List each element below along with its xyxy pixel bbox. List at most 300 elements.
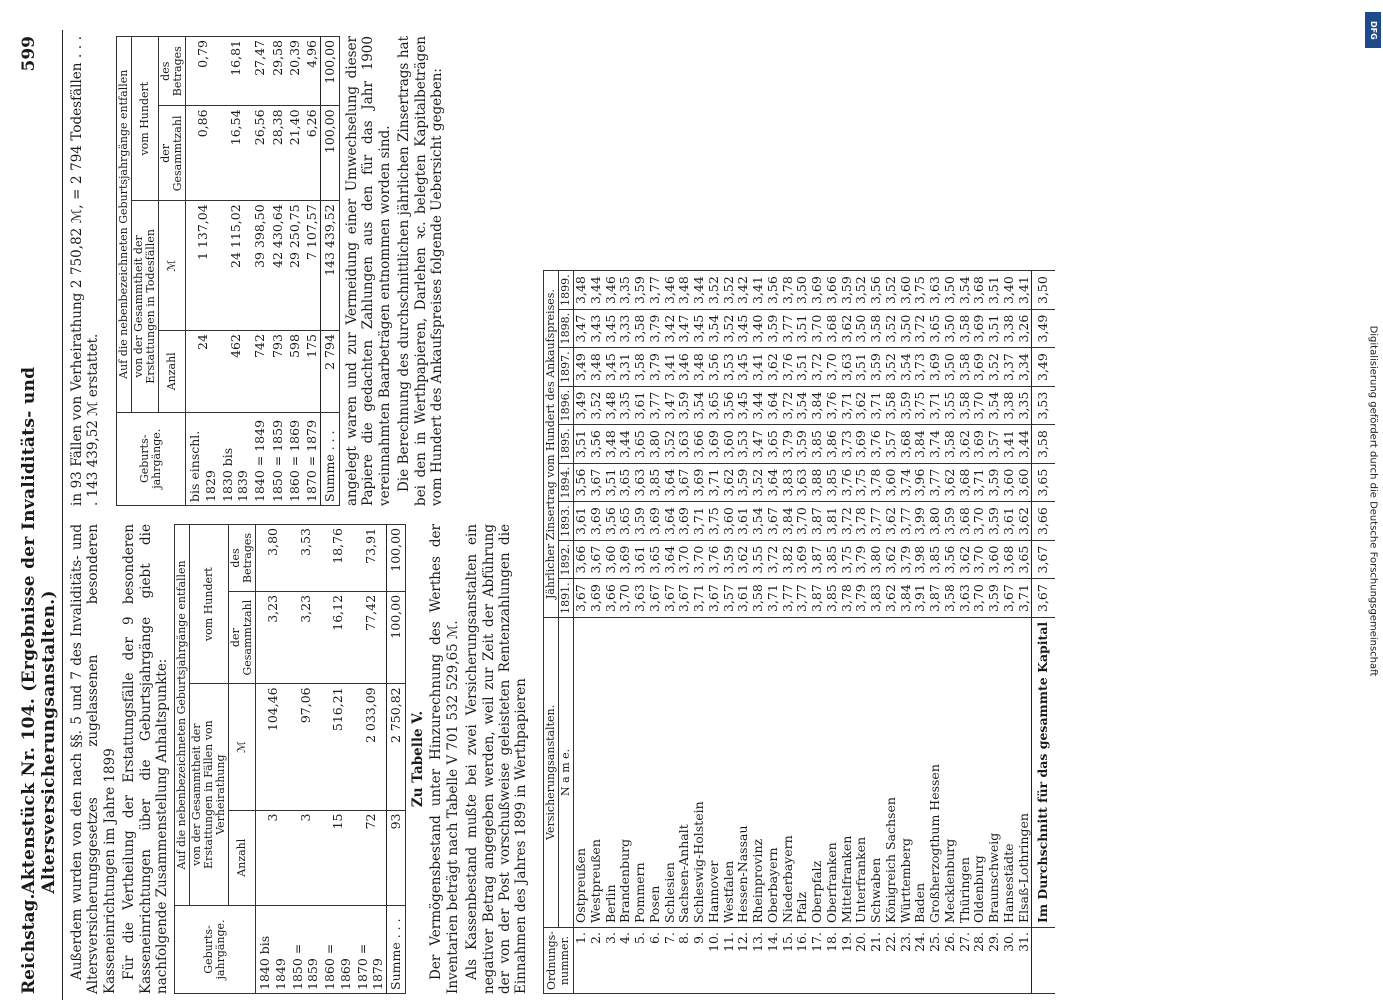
rate-cell: 3,62 <box>736 540 751 579</box>
rate-cell: 3,62 <box>1017 502 1032 541</box>
table-row <box>663 271 678 994</box>
amount-cell: 97,06 <box>289 684 322 810</box>
rate-cell: 3,60 <box>987 540 1002 579</box>
rate-cell: 3,53 <box>736 425 751 464</box>
year-header: 1899. <box>559 271 574 310</box>
institution-name: Brandenburg <box>618 617 633 927</box>
amount-cell: 7 107,57 <box>303 201 321 331</box>
average-rate-cell: 3,49 <box>1032 348 1055 387</box>
rate-cell: 3,75 <box>707 502 722 541</box>
row-number: 10. <box>707 928 722 994</box>
rate-cell: 3,77 <box>648 271 663 310</box>
rate-cell: 3,71 <box>928 386 943 425</box>
assets-paragraph: Der Vermögensbestand unter Hinzurechnung des Werthes der Inventarien beträgt nach Tabelle V 701 532 529,65 ℳ. <box>428 524 461 994</box>
rate-cell: 3,62 <box>958 425 973 464</box>
rate-cell: 3,38 <box>1002 309 1017 348</box>
col-birth-years: Geburts-jahrgänge. <box>116 412 185 505</box>
rate-cell: 3,52 <box>987 348 1002 387</box>
row-number: 30. <box>1002 928 1017 994</box>
pct-count-cell: 21,40 <box>286 106 303 201</box>
rate-cell: 3,65 <box>618 463 633 502</box>
institution-name: Mittelfranken <box>840 617 855 927</box>
rate-cell: 3,35 <box>618 271 633 310</box>
rate-cell: 3,72 <box>913 309 928 348</box>
rate-cell: 3,68 <box>899 425 914 464</box>
rate-cell: 3,56 <box>589 425 604 464</box>
count-cell: 3 <box>256 810 289 905</box>
rate-cell: 3,59 <box>869 348 884 387</box>
rate-cell: 3,84 <box>913 425 928 464</box>
rate-cell: 3,52 <box>589 386 604 425</box>
pct-amount-cell: 18,76 <box>321 525 354 592</box>
rate-cell: 3,69 <box>928 348 943 387</box>
section-heading: Zu Tabelle V. <box>409 710 426 808</box>
table-row <box>869 271 884 994</box>
rate-cell: 3,59 <box>899 386 914 425</box>
rate-cell: 3,71 <box>972 463 987 502</box>
left-column <box>69 524 533 994</box>
rate-cell: 3,45 <box>692 309 707 348</box>
pct-count-cell: 77,42 <box>354 591 387 683</box>
rate-cell: 3,76 <box>825 386 840 425</box>
rate-cell: 3,65 <box>928 309 943 348</box>
col-count: Anzahl <box>159 331 186 413</box>
rate-cell: 3,82 <box>781 540 796 579</box>
amount-cell: 42 430,64 <box>269 201 286 331</box>
rate-cell: 3,58 <box>869 309 884 348</box>
pct-amount-cell: 3,80 <box>256 525 289 592</box>
rate-cell: 3,84 <box>899 579 914 618</box>
rate-cell: 3,75 <box>913 386 928 425</box>
row-number: 2. <box>589 928 604 994</box>
rate-cell: 3,78 <box>869 463 884 502</box>
col-pct-amount: des Betrages <box>159 37 186 106</box>
row-number: 16. <box>795 928 810 994</box>
institution-name: Oberpfalz <box>810 617 825 927</box>
rate-cell: 3,67 <box>766 502 781 541</box>
rate-cell: 3,96 <box>913 463 928 502</box>
rate-cell: 3,86 <box>825 425 840 464</box>
table-row <box>751 271 766 994</box>
col-count: Anzahl <box>229 810 256 905</box>
rate-cell: 3,63 <box>633 579 648 618</box>
average-rate-cell: 3,65 <box>1032 463 1055 502</box>
rate-cell: 3,54 <box>958 271 973 310</box>
pct-count-cell: 3,23 <box>289 591 322 683</box>
rate-cell: 3,56 <box>869 271 884 310</box>
rate-cell: 3,84 <box>810 386 825 425</box>
rate-cell: 3,54 <box>751 502 766 541</box>
table-row <box>928 271 943 994</box>
table-row <box>618 271 633 994</box>
table-row <box>854 271 869 994</box>
table-row <box>354 525 387 994</box>
average-rate-cell: 3,53 <box>1032 386 1055 425</box>
amount-cell: 2 033,09 <box>354 684 387 810</box>
rate-cell: 3,63 <box>958 579 973 618</box>
rate-cell: 3,52 <box>884 271 899 310</box>
rate-cell: 3,63 <box>928 271 943 310</box>
rate-cell: 3,48 <box>604 425 619 464</box>
table-row <box>766 271 781 994</box>
institution-name: Westpreußen <box>589 617 604 927</box>
rate-cell: 3,81 <box>825 502 840 541</box>
rate-cell: 3,31 <box>618 348 633 387</box>
table-row <box>256 525 289 994</box>
row-number: 14. <box>766 928 781 994</box>
institution-name: Schlesien <box>663 617 678 927</box>
col-hundred: vom Hundert <box>132 37 159 201</box>
table-row <box>943 271 958 994</box>
rate-cell: 3,67 <box>574 579 589 618</box>
rate-cell: 3,44 <box>1017 425 1032 464</box>
institution-name: Oberfranken <box>825 617 840 927</box>
row-number: 3. <box>604 928 619 994</box>
row-number: 19. <box>840 928 855 994</box>
col-group: Versicherungsanstalten. <box>543 617 558 927</box>
rate-cell: 3,70 <box>972 386 987 425</box>
rate-cell: 3,76 <box>840 463 855 502</box>
rate-cell: 3,52 <box>884 348 899 387</box>
rate-cell: 3,40 <box>751 309 766 348</box>
rate-cell: 3,79 <box>854 540 869 579</box>
rate-cell: 3,47 <box>574 309 589 348</box>
institution-name: Hessen-Nassau <box>736 617 751 927</box>
interest-table <box>543 270 1055 994</box>
rate-cell: 3,80 <box>869 540 884 579</box>
rate-cell: 3,48 <box>692 348 707 387</box>
rate-cell: 3,70 <box>677 540 692 579</box>
rate-cell: 3,69 <box>707 425 722 464</box>
rate-cell: 3,71 <box>692 502 707 541</box>
row-number: 8. <box>677 928 692 994</box>
header-left: Reichstag. <box>19 893 39 994</box>
average-rate-cell: 3,50 <box>1032 271 1055 310</box>
row-number: 6. <box>648 928 663 994</box>
rate-cell: 3,59 <box>840 271 855 310</box>
rate-cell: 3,59 <box>943 502 958 541</box>
institution-name: Oldenburg <box>972 617 987 927</box>
row-number: 28. <box>972 928 987 994</box>
table-row <box>987 271 1002 994</box>
rate-cell: 3,45 <box>736 386 751 425</box>
rate-cell: 3,65 <box>618 502 633 541</box>
rate-cell: 3,69 <box>972 309 987 348</box>
rate-cell: 3,59 <box>633 502 648 541</box>
rate-cell: 3,72 <box>781 386 796 425</box>
group-years: Jährlicher Zinsertrag vom Hundert des Ankaufspreises. <box>543 271 558 618</box>
page-number: 599 <box>19 36 39 72</box>
rate-cell: 3,56 <box>722 386 737 425</box>
table-row <box>219 37 252 506</box>
rate-cell: 3,56 <box>707 348 722 387</box>
rate-cell: 3,72 <box>766 540 781 579</box>
average-rate-cell: 3,67 <box>1032 579 1055 618</box>
pct-amount-cell: 4,96 <box>303 37 321 106</box>
institution-name: Pfalz <box>795 617 810 927</box>
rate-cell: 3,78 <box>781 271 796 310</box>
rate-cell: 3,99 <box>913 502 928 541</box>
col-total: von der Gesammtheit der Erstattungen in Todesfällen <box>132 201 159 412</box>
rate-cell: 3,71 <box>766 579 781 618</box>
rate-cell: 3,58 <box>633 348 648 387</box>
rate-cell: 3,69 <box>589 502 604 541</box>
rate-cell: 3,72 <box>810 348 825 387</box>
count-cell: 793 <box>269 331 286 413</box>
institution-name: Oberbayern <box>766 617 781 927</box>
reimbursement-paragraph: in 93 Fällen von Verheirathung 2 750,82 ℳ, = 2 794 Todesfällen . . . . 143 439,52 ℳ erstattet. <box>69 36 102 506</box>
rate-cell: 3,48 <box>677 271 692 310</box>
rate-cell: 3,50 <box>943 271 958 310</box>
institution-name: Elsaß-Lothringen <box>1017 617 1032 927</box>
row-number: 12. <box>736 928 751 994</box>
average-rate-cell: 3,49 <box>1032 309 1055 348</box>
dfg-credit <box>1364 8 1382 993</box>
row-number: 15. <box>781 928 796 994</box>
rate-cell: 3,85 <box>825 579 840 618</box>
rate-cell: 3,65 <box>707 386 722 425</box>
rate-cell: 3,87 <box>810 502 825 541</box>
rate-cell: 3,74 <box>928 425 943 464</box>
row-number: 24. <box>913 928 928 994</box>
rate-cell: 3,58 <box>958 309 973 348</box>
row-number: 4. <box>618 928 633 994</box>
rate-cell: 3,67 <box>677 579 692 618</box>
rate-cell: 3,62 <box>766 348 781 387</box>
rate-cell: 3,51 <box>604 463 619 502</box>
col-hundred: vom Hundert <box>189 525 228 684</box>
rate-cell: 3,44 <box>589 271 604 310</box>
rate-cell: 3,58 <box>958 348 973 387</box>
rate-cell: 3,67 <box>663 579 678 618</box>
year-header: 1897. <box>559 348 574 387</box>
rate-cell: 3,70 <box>972 579 987 618</box>
count-cell: 462 <box>219 331 252 413</box>
table-row <box>825 271 840 994</box>
rate-cell: 3,65 <box>1017 540 1032 579</box>
rate-cell: 3,60 <box>899 271 914 310</box>
rate-cell: 3,64 <box>663 502 678 541</box>
rate-cell: 3,85 <box>928 540 943 579</box>
rate-cell: 3,59 <box>633 271 648 310</box>
birth-years-cell: 1840 bis 1849 <box>256 905 289 993</box>
rate-cell: 3,44 <box>692 271 707 310</box>
rate-cell: 3,38 <box>1002 386 1017 425</box>
col-pct-count: der Gesammtzahl <box>229 591 256 683</box>
rate-cell: 3,45 <box>736 348 751 387</box>
rate-cell: 3,46 <box>604 271 619 310</box>
rate-cell: 3,77 <box>648 386 663 425</box>
rate-cell: 3,41 <box>751 271 766 310</box>
table-row <box>722 271 737 994</box>
rate-cell: 3,64 <box>766 463 781 502</box>
table-row <box>321 525 354 994</box>
rate-cell: 3,69 <box>692 463 707 502</box>
rate-cell: 3,77 <box>928 463 943 502</box>
pct-count-cell: 16,54 <box>219 106 252 201</box>
rate-cell: 3,67 <box>589 463 604 502</box>
distribution-paragraph: Für die Vertheilung der Erstattungsfälle der 9 besonderen Kasseneinrichtungen über die Geburtsjahrgänge giebt die nachfolgende Zusammenstellung Anhaltspunkte: <box>121 524 171 994</box>
pct-count-cell: 28,38 <box>269 106 286 201</box>
rate-cell: 3,67 <box>648 579 663 618</box>
table-row <box>692 271 707 994</box>
col-amount: ℳ <box>229 684 256 810</box>
rate-cell: 3,65 <box>633 425 648 464</box>
rate-cell: 3,55 <box>943 386 958 425</box>
rate-cell: 3,76 <box>707 540 722 579</box>
row-number: 11. <box>722 928 737 994</box>
rate-cell: 3,71 <box>1017 579 1032 618</box>
pct-count-cell: 16,12 <box>321 591 354 683</box>
rate-cell: 3,60 <box>722 502 737 541</box>
sum-row: Summe . . . 93 2 750,82 100,00 100,00 <box>387 525 405 994</box>
rate-cell: 3,80 <box>928 502 943 541</box>
rate-cell: 3,70 <box>972 540 987 579</box>
rate-cell: 3,69 <box>972 348 987 387</box>
row-number: 26. <box>943 928 958 994</box>
rate-cell: 3,74 <box>899 463 914 502</box>
rate-cell: 3,60 <box>722 425 737 464</box>
table-row <box>289 525 322 994</box>
rate-cell: 3,68 <box>972 271 987 310</box>
rate-cell: 3,61 <box>633 540 648 579</box>
year-header: 1896. <box>559 386 574 425</box>
pct-amount-cell: 3,53 <box>289 525 322 592</box>
intro-paragraph: Außerdem wurden von den nach §§. 5 und 7 des Invaliditäts- und Altersversicherungsgesetzes zugelassenen besonderen Kasseneinrichtungen im Jahre 1899 <box>69 524 118 994</box>
institution-name: Hansestädte <box>1002 617 1017 927</box>
cash-paragraph: Als Kassenbestand mußte bei zwei Versicherungsanstalten ein negativer Betrag angegeben werden, weil zur Zeit der Abführung der von der Post vorschußweise geleisteten Rentenzahlungen die Einnahmen des Jahres 1899 in Werthpapieren <box>464 524 530 994</box>
rate-cell: 3,83 <box>869 579 884 618</box>
year-header: 1894. <box>559 463 574 502</box>
institution-name: Pommern <box>633 617 648 927</box>
rate-cell: 3,60 <box>604 540 619 579</box>
rate-cell: 3,59 <box>795 425 810 464</box>
interest-paragraph: Die Berechnung des durchschnittlichen jährlichen Zinsertrags hat bei den in Werthpapieren, Darlehen ꝛc. belegten Kapitalbeträgen vom Hundert des Ankaufspreises folgende Uebersicht gegeben: <box>396 36 445 506</box>
row-number: 29. <box>987 928 1002 994</box>
sum-row: Summe . . . 2 794 143 439,52 100,00 100,00 <box>321 37 339 506</box>
rate-cell: 3,88 <box>810 463 825 502</box>
rate-cell: 3,56 <box>766 271 781 310</box>
institution-name: Ostpreußen <box>574 617 589 927</box>
rate-cell: 3,65 <box>766 425 781 464</box>
rate-cell: 3,55 <box>751 540 766 579</box>
rate-cell: 3,62 <box>884 502 899 541</box>
rate-cell: 3,70 <box>618 579 633 618</box>
rate-cell: 3,70 <box>795 502 810 541</box>
rate-cell: 3,87 <box>928 579 943 618</box>
institution-name: Württemberg <box>899 617 914 927</box>
rate-cell: 3,73 <box>913 348 928 387</box>
birth-years-cell: 1830 bis 1839 <box>219 412 252 505</box>
rate-cell: 3,49 <box>574 386 589 425</box>
rate-cell: 3,87 <box>810 540 825 579</box>
rate-cell: 3,44 <box>751 386 766 425</box>
rate-cell: 3,91 <box>913 579 928 618</box>
institution-name: Schwaben <box>869 617 884 927</box>
count-cell: 598 <box>286 331 303 413</box>
rate-cell: 3,45 <box>604 309 619 348</box>
rate-cell: 3,70 <box>692 540 707 579</box>
average-rate-cell: 3,67 <box>1032 540 1055 579</box>
continuation-paragraph: angelegt waren und zur Vermeidung einer Umwechselung dieser Papiere die gedachten Zahlungen aus den für das Jahr 1900 vereinnahmten Baarbeträgen entnommen worden sind. <box>343 36 393 506</box>
col-number: Ordnungs-nummer. <box>543 928 573 994</box>
institution-name: Unterfranken <box>854 617 869 927</box>
rate-cell: 3,80 <box>648 425 663 464</box>
table-row <box>574 271 589 994</box>
amount-cell: 516,21 <box>321 684 354 810</box>
rate-cell: 3,98 <box>913 540 928 579</box>
rate-cell: 3,75 <box>840 540 855 579</box>
rate-cell: 3,34 <box>1017 348 1032 387</box>
birth-years-cell: 1860 = 1869 <box>286 412 303 505</box>
rate-cell: 3,67 <box>707 579 722 618</box>
rate-cell: 3,65 <box>648 540 663 579</box>
year-header: 1893. <box>559 502 574 541</box>
rate-cell: 3,77 <box>781 579 796 618</box>
rotated-page <box>15 30 1355 1000</box>
table-row <box>972 271 987 994</box>
rate-cell: 3,59 <box>677 386 692 425</box>
pct-amount-cell: 29,58 <box>269 37 286 106</box>
rate-cell: 3,71 <box>692 579 707 618</box>
rate-cell: 3,48 <box>589 348 604 387</box>
year-header: 1891. <box>559 579 574 618</box>
col-pct-amount: des Betrages <box>229 525 256 592</box>
table-row <box>251 37 268 506</box>
rate-cell: 3,62 <box>722 463 737 502</box>
rate-cell: 3,63 <box>840 348 855 387</box>
table-row <box>781 271 796 994</box>
row-number: 9. <box>692 928 707 994</box>
marriage-table <box>174 524 406 994</box>
col-name: N a m e. <box>559 617 574 927</box>
rate-cell: 3,52 <box>884 309 899 348</box>
rate-cell: 3,85 <box>810 425 825 464</box>
rate-cell: 3,61 <box>1002 502 1017 541</box>
rate-cell: 3,47 <box>751 425 766 464</box>
rate-cell: 3,52 <box>707 271 722 310</box>
count-cell: 742 <box>251 331 268 413</box>
rate-cell: 3,46 <box>677 348 692 387</box>
rate-cell: 3,79 <box>648 309 663 348</box>
table-row <box>810 271 825 994</box>
table-row <box>648 271 663 994</box>
table-row <box>795 271 810 994</box>
rate-cell: 3,83 <box>781 463 796 502</box>
pct-count-cell: 26,56 <box>251 106 268 201</box>
rate-cell: 3,51 <box>574 425 589 464</box>
rate-cell: 3,77 <box>899 502 914 541</box>
birth-years-cell: 1870 = 1879 <box>354 905 387 993</box>
institution-name: Thüringen <box>958 617 973 927</box>
rate-cell: 3,42 <box>663 309 678 348</box>
rate-cell: 3,50 <box>899 309 914 348</box>
rate-cell: 3,52 <box>663 425 678 464</box>
amount-cell: 39 398,50 <box>251 201 268 331</box>
rate-cell: 3,77 <box>781 309 796 348</box>
rate-cell: 3,61 <box>574 502 589 541</box>
rate-cell: 3,35 <box>1017 386 1032 425</box>
rate-cell: 3,79 <box>648 348 663 387</box>
page-header <box>15 30 63 1000</box>
rate-cell: 3,59 <box>987 579 1002 618</box>
rate-cell: 3,79 <box>781 425 796 464</box>
rate-cell: 3,62 <box>884 540 899 579</box>
rate-cell: 3,85 <box>825 540 840 579</box>
rate-cell: 3,63 <box>795 463 810 502</box>
amount-cell: 29 250,75 <box>286 201 303 331</box>
rate-cell: 3,58 <box>958 386 973 425</box>
